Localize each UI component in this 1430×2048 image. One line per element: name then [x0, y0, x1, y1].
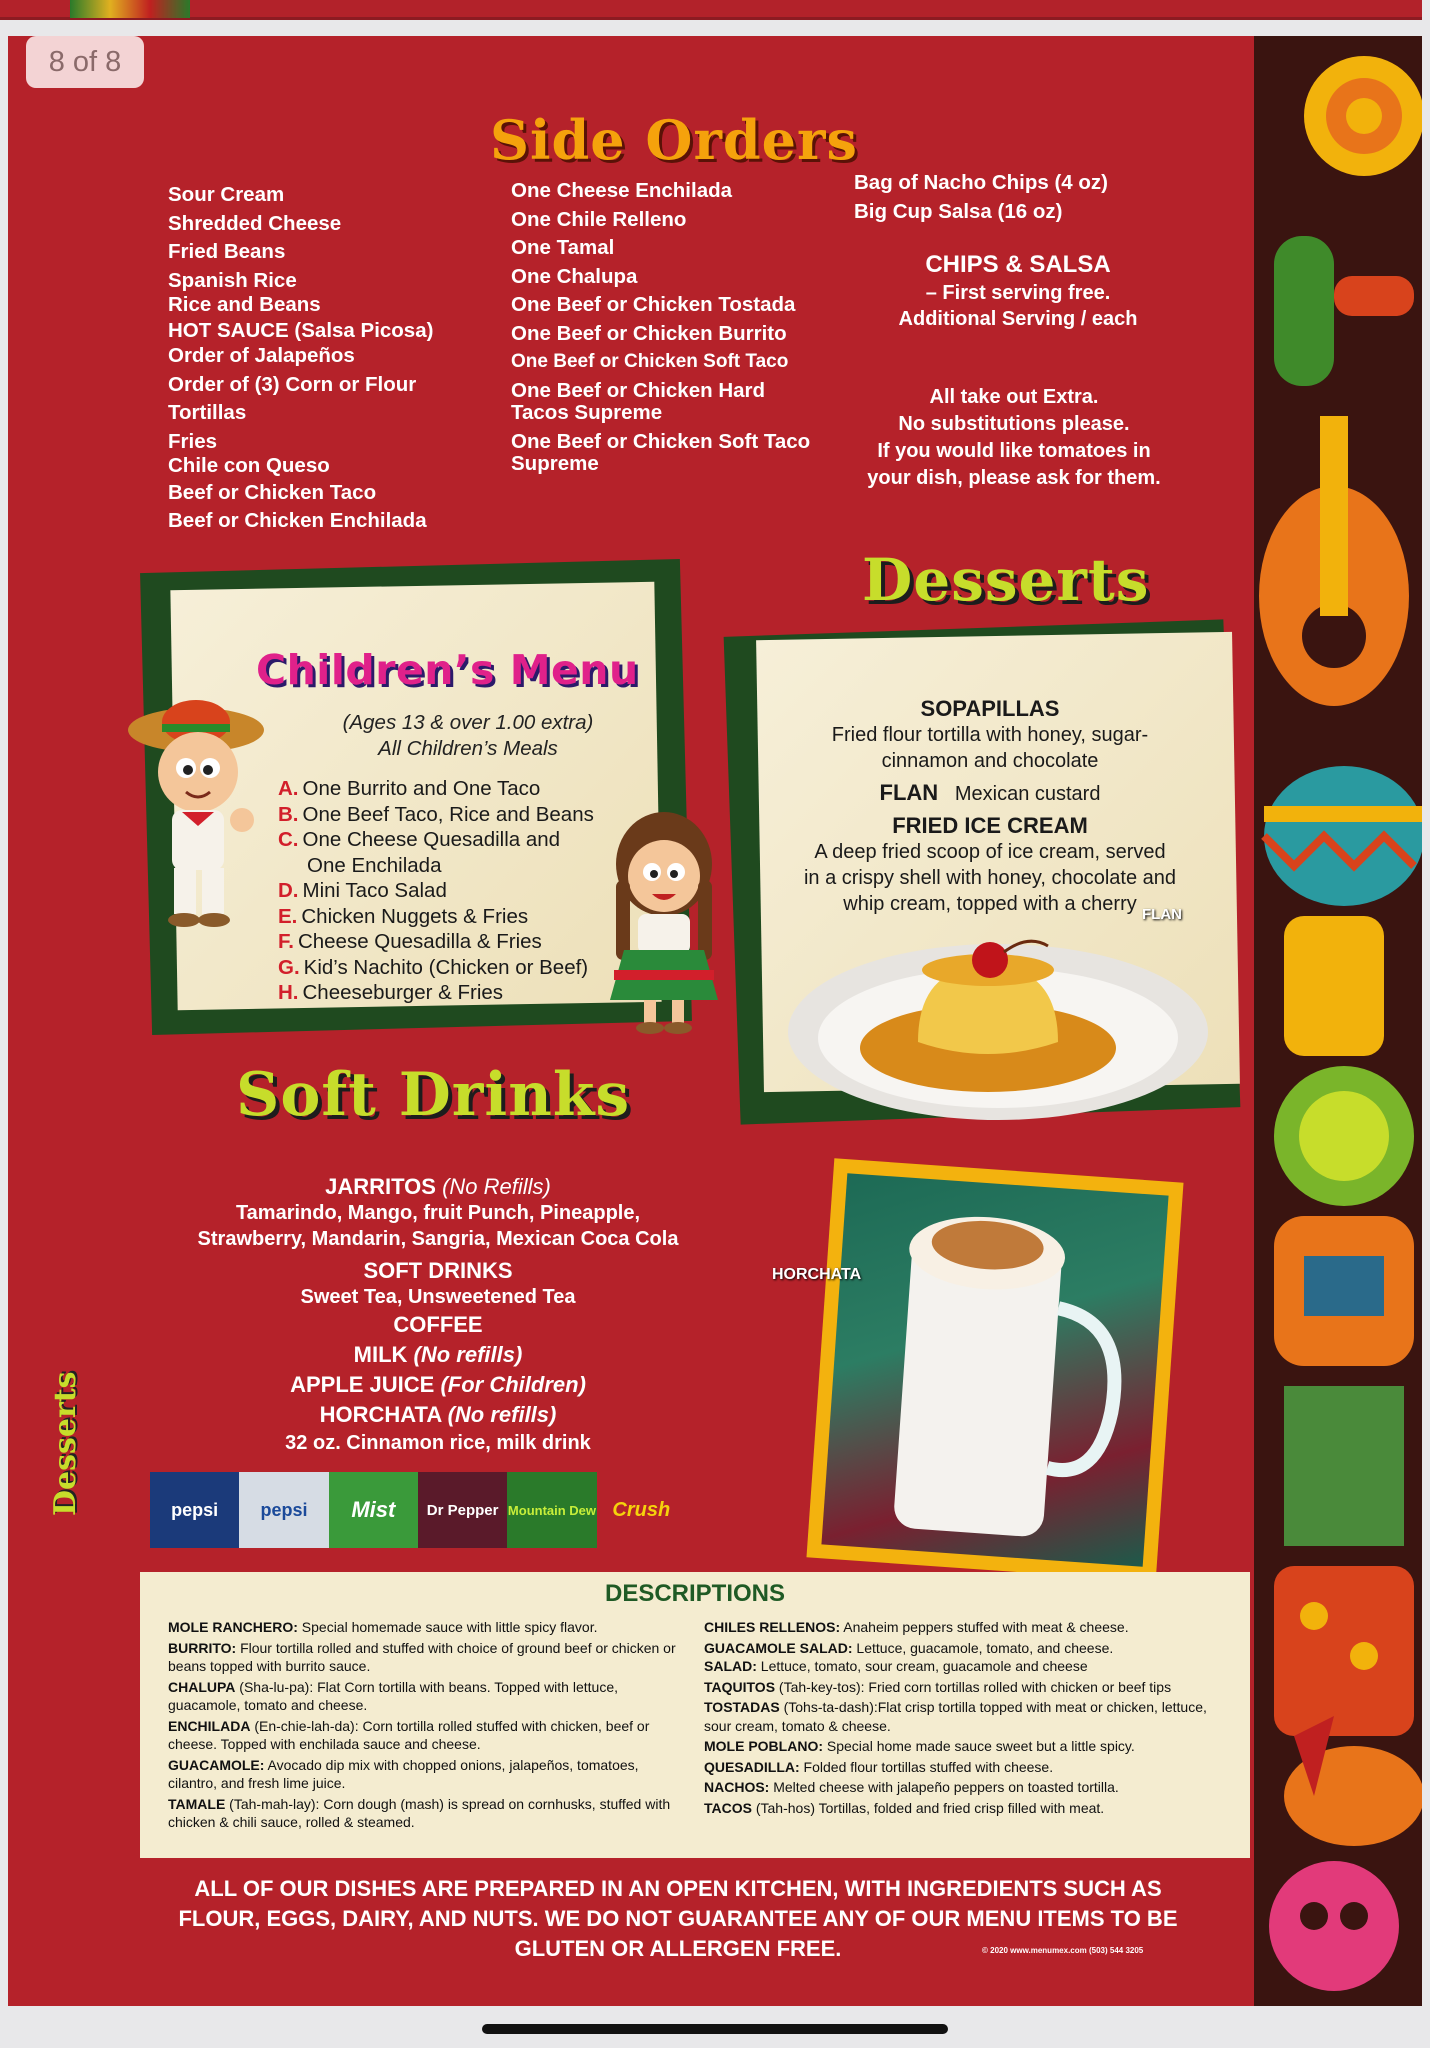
list-item: Order of Jalapeños: [168, 344, 355, 367]
description-item: [168, 1639, 680, 1676]
dr-pepper-logo: Dr Pepper: [418, 1472, 507, 1548]
term: QUESADILLA:: [704, 1758, 800, 1775]
description-item: [168, 1717, 680, 1754]
list-item: One Cheese Enchilada: [511, 179, 733, 202]
ice-cream-desc: in a crispy shell with honey, chocolate and: [803, 867, 1177, 889]
milk-note: (No refills): [413, 1342, 523, 1367]
list-item: Shredded Cheese: [168, 211, 342, 235]
term: CHILES RELLENOS:: [704, 1619, 841, 1635]
list-item: Bag of Nacho Chips (4 oz): [854, 171, 1108, 194]
menu-page: [8, 36, 1422, 2006]
soft-drinks-desc: Sweet Tea, Unsweetened Tea: [300, 1286, 576, 1308]
mountain-dew-logo: Mountain Dew: [507, 1472, 596, 1548]
crush-logo: Crush: [612, 1498, 671, 1521]
list-item: One Chile Relleno: [511, 207, 687, 231]
list-item: [278, 904, 594, 930]
jarritos-label: JARRITOS: [325, 1174, 436, 1199]
term: TAQUITOS: [704, 1678, 776, 1695]
term: MOLE POBLANO:: [704, 1738, 823, 1754]
horchata-mug-illustration: [821, 1173, 1168, 1567]
description-item: [704, 1657, 1228, 1676]
item-text: Chicken Nuggets & Fries: [301, 904, 529, 928]
list-item: [278, 802, 594, 828]
drinks-list: [168, 1174, 708, 1456]
definition: (Tohs-ta-dash):Flat crisp tortilla topped with meat or chicken, lettuce, sour cream, tomato & cheese.: [704, 1699, 1207, 1734]
definition: Special home made sauce sweet but a little spicy.: [823, 1738, 1135, 1754]
term: GUACAMOLE:: [168, 1756, 265, 1773]
list-item: Supreme: [511, 452, 599, 475]
list-item: [278, 827, 594, 853]
previous-page-edge: [0, 0, 1422, 20]
list-item: Beef or Chicken Taco: [168, 480, 377, 504]
list-item: Order of (3) Corn or Flour: [168, 372, 417, 396]
desserts-title: Desserts: [862, 546, 1150, 614]
list-item: HOT SAUCE (Salsa Picosa): [168, 318, 434, 342]
children-menu-ages: [308, 710, 628, 762]
allergen-notice: ALL OF OUR DISHES ARE PREPARED IN AN OPEN KITCHEN, WITH INGREDIENTS SUCH AS FLOUR, EGGS, DAIRY, AND NUTS. WE DO NOT GUARANTEE ANY OF OUR MENU ITEMS TO BE GLUTEN OR ALLERGEN FREE.: [178, 1876, 1178, 1961]
term: GUACAMOLE SALAD:: [704, 1639, 853, 1656]
list-item: [278, 878, 594, 904]
item-text: One Enchilada: [307, 853, 442, 877]
list-item: [278, 955, 594, 981]
term: ENCHILADA: [168, 1717, 251, 1734]
term: TACOS: [704, 1799, 752, 1816]
note: If you would like tomatoes in: [877, 440, 1151, 462]
fried-ice-cream-name: FRIED ICE CREAM: [892, 813, 1088, 838]
description-item: [704, 1758, 1228, 1777]
sopapillas-desc: Fried flour tortilla with honey, sugar-: [831, 724, 1149, 746]
boy-mascot-illustration: [126, 700, 276, 930]
description-item: [704, 1778, 1228, 1797]
list-item: Big Cup Salsa (16 oz): [854, 199, 1063, 223]
dessert-list: [780, 696, 1200, 917]
home-indicator[interactable]: [482, 2024, 948, 2034]
horchata-photo: [821, 1173, 1168, 1567]
milk-label: MILK: [353, 1342, 408, 1367]
item-text: One Beef Taco, Rice and Beans: [302, 802, 594, 826]
list-item: Rice and Beans: [168, 293, 321, 316]
jarritos-flavors: Strawberry, Mandarin, Sangria, Mexican Coca Cola: [197, 1228, 679, 1250]
pepsi-logo: pepsi: [150, 1472, 239, 1548]
descriptions-right: [704, 1618, 1228, 1817]
description-item: [704, 1639, 1228, 1658]
item-letter: E.: [278, 904, 298, 928]
note: your dish, please ask for them.: [867, 467, 1161, 489]
descriptions-panel: [140, 1572, 1250, 1858]
definition: Lettuce, tomato, sour cream, guacamole and cheese: [756, 1658, 1088, 1674]
definition: Special homemade sauce with little spicy flavor.: [297, 1619, 598, 1635]
horchata-note: (No refills): [447, 1402, 557, 1427]
list-item: Spanish Rice: [168, 268, 297, 292]
item-text: Mini Taco Salad: [302, 879, 447, 902]
description-item: [704, 1678, 1228, 1697]
children-menu-title: Children’s Menu: [256, 646, 639, 694]
ages-note: (Ages 13 & over 1.00 extra): [342, 711, 594, 734]
item-letter: D.: [278, 879, 299, 902]
previous-page-decoration: [70, 0, 190, 18]
term: TAMALE: [168, 1795, 226, 1812]
list-item: Fries: [168, 429, 217, 453]
flan-photo-label: FLAN: [1142, 906, 1182, 923]
chips-title: CHIPS & SALSA: [925, 251, 1111, 278]
apple-juice-label: APPLE JUICE: [290, 1372, 435, 1397]
definition: (Sha-lu-pa): Flat Corn tortilla with beans. Topped with lettuce, guacamole, tomato and cheese.: [168, 1678, 618, 1713]
horchata-label: HORCHATA: [319, 1402, 442, 1427]
sopapillas-desc: cinnamon and chocolate: [881, 750, 1099, 772]
order-notes: [844, 384, 1184, 492]
list-item: One Beef or Chicken Soft Taco: [511, 429, 811, 453]
jarritos-row: [168, 1174, 708, 1200]
description-item: [168, 1618, 680, 1637]
item-text: One Cheese Quesadilla and: [302, 828, 561, 851]
list-item: [278, 853, 594, 879]
ice-cream-desc: A deep fried scoop of ice cream, served: [814, 841, 1166, 863]
chips-salsa: [868, 250, 1168, 332]
apple-juice-note: (For Children): [440, 1372, 586, 1397]
list-item: Beef or Chicken Enchilada: [168, 509, 427, 532]
term: CHALUPA: [168, 1678, 236, 1695]
item-letter: C.: [278, 828, 299, 851]
ice-cream-desc: whip cream, topped with a cherry: [843, 893, 1137, 915]
list-item: Sour Cream: [168, 183, 285, 206]
horchata-row: [168, 1400, 708, 1430]
chips-line: Additional Serving / each: [898, 308, 1138, 330]
note: All take out Extra.: [929, 386, 1099, 408]
flan-row: [780, 780, 1200, 807]
jarritos-flavors: Tamarindo, Mango, fruit Punch, Pineapple,: [235, 1202, 641, 1224]
list-item: Chile con Queso: [168, 454, 330, 477]
list-item: [278, 776, 594, 802]
sopapillas-name: SOPAPILLAS: [920, 696, 1060, 721]
all-meals-note: All Children’s Meals: [378, 737, 558, 760]
definition: Lettuce, guacamole, tomato, and cheese.: [852, 1639, 1114, 1656]
description-item: [168, 1795, 680, 1832]
flan-name: FLAN: [879, 780, 939, 805]
children-menu-list: [278, 776, 594, 1006]
girl-mascot-illustration: [594, 810, 734, 1036]
term: TOSTADAS: [704, 1699, 780, 1715]
milk-row: [168, 1340, 708, 1370]
horchata-photo-label: HORCHATA: [772, 1266, 862, 1283]
definition: Folded flour tortillas stuffed with cheese.: [799, 1758, 1054, 1775]
decorative-border: [1254, 36, 1422, 2006]
definition: (Tah-mah-lay): Corn dough (mash) is spread on cornhusks, stuffed with chicken & chili sauce, rolled & steamed.: [168, 1795, 671, 1830]
term: SALAD:: [704, 1658, 757, 1674]
term: BURRITO:: [168, 1639, 237, 1656]
list-item: Tacos Supreme: [511, 401, 663, 424]
coffee-label: COFFEE: [393, 1312, 483, 1337]
definition: (En-chie-lah-da): Corn tortilla rolled stuffed with chicken, beef or cheese. Topped with enchilada sauce and cheese.: [168, 1717, 650, 1752]
term: NACHOS:: [704, 1779, 770, 1795]
descriptions-title: DESCRIPTIONS: [604, 1580, 786, 1607]
description-item: [704, 1737, 1228, 1756]
item-text: Cheeseburger & Fries: [302, 981, 504, 1004]
item-letter: G.: [278, 955, 300, 979]
soft-drinks-title: Soft Drinks: [236, 1060, 631, 1130]
list-item: One Beef or Chicken Hard: [511, 378, 766, 402]
item-letter: A.: [278, 777, 299, 800]
soft-drinks-label: SOFT DRINKS: [363, 1258, 513, 1283]
side-orders-col3: [854, 169, 1108, 226]
definition: Flour tortilla rolled and stuffed with choice of ground beef or chicken or beans topped with burrito sauce.: [168, 1639, 676, 1674]
definition: (Tah-hos) Tortillas, folded and fried crisp filled with meat.: [751, 1799, 1105, 1816]
list-item: [278, 980, 594, 1006]
list-item: [278, 929, 594, 955]
list-item: Tortillas: [168, 401, 247, 424]
page-counter: 8 of 8: [26, 36, 144, 88]
side-section-tab: Desserts: [48, 1371, 83, 1516]
list-item: One Chalupa: [511, 264, 638, 288]
list-item: One Beef or Chicken Burrito: [511, 321, 787, 345]
item-text: Kid’s Nachito (Chicken or Beef): [303, 955, 589, 979]
description-item: [168, 1678, 680, 1715]
list-item: Fried Beans: [168, 240, 286, 263]
diet-pepsi-logo: pepsi: [239, 1472, 328, 1548]
sierra-mist-logo: Mist: [329, 1472, 418, 1548]
item-letter: B.: [278, 802, 299, 826]
descriptions-left: [168, 1618, 680, 1832]
side-orders-col1: [168, 181, 433, 536]
side-orders-col2: [511, 177, 810, 479]
list-item: One Tamal: [511, 236, 615, 259]
definition: (Tah-key-tos): Fried corn tortillas rolled with chicken or beef tips: [775, 1678, 1172, 1695]
definition: Melted cheese with jalapeño peppers on toasted tortilla.: [769, 1779, 1119, 1795]
item-letter: F.: [278, 930, 294, 953]
definition: Anaheim peppers stuffed with meat & cheese.: [840, 1619, 1129, 1635]
flan-photo: [778, 926, 1218, 1126]
term: MOLE RANCHERO:: [168, 1619, 298, 1635]
side-orders-title: Side Orders: [490, 108, 858, 172]
description-item: [704, 1799, 1228, 1818]
description-item: [704, 1698, 1228, 1735]
list-item: One Beef or Chicken Tostada: [511, 293, 796, 316]
flan-desc: Mexican custard: [954, 783, 1101, 805]
definition: Avocado dip mix with chopped onions, jalapeños, tomatoes, cilantro, and fresh lime juice.: [168, 1756, 639, 1791]
copyright-text: © 2020 www.menumex.com (503) 544 3205: [982, 1946, 1144, 1955]
description-item: [168, 1756, 680, 1793]
description-item: [704, 1618, 1228, 1637]
jarritos-note: (No Refills): [442, 1174, 551, 1199]
horchata-desc: 32 oz. Cinnamon rice, milk drink: [285, 1432, 591, 1454]
list-item: One Beef or Chicken Soft Taco: [511, 351, 789, 372]
item-text: One Burrito and One Taco: [302, 777, 541, 800]
soda-logos: [150, 1472, 686, 1548]
apple-juice-row: [168, 1370, 708, 1400]
item-letter: H.: [278, 981, 299, 1004]
chips-line: – First serving free.: [925, 282, 1111, 304]
horchata-photo-frame: [806, 1158, 1183, 1581]
item-text: Cheese Quesadilla & Fries: [297, 930, 542, 953]
note: No substitutions please.: [898, 413, 1130, 435]
